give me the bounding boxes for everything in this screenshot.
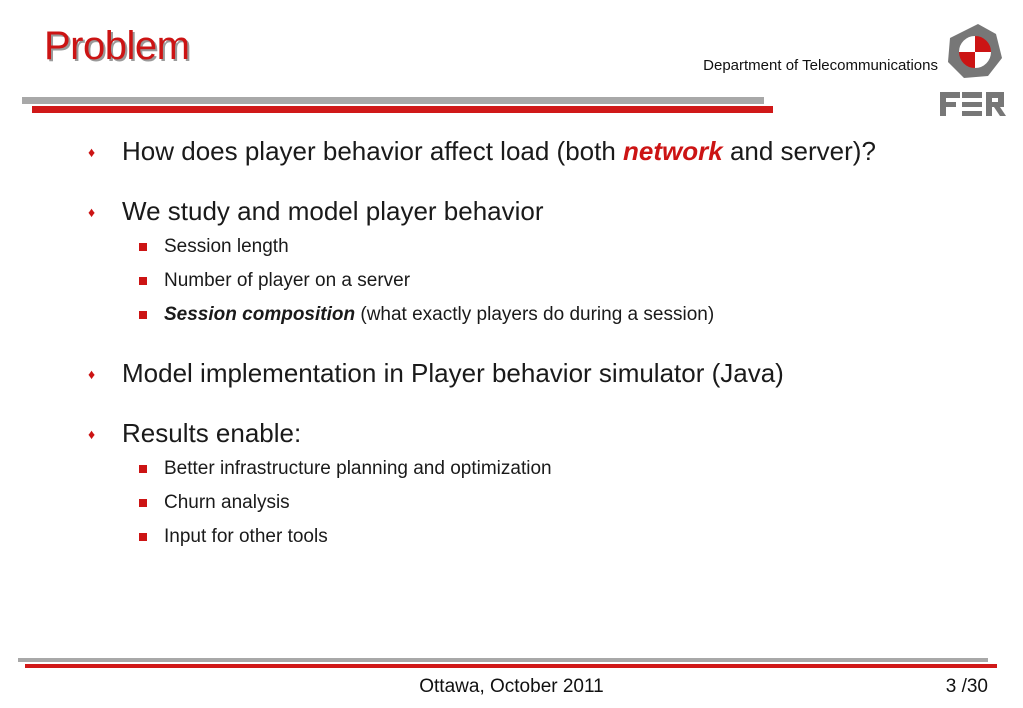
sub-bullet-item [86,452,946,486]
bullet-item [86,192,946,230]
slide-content [86,132,946,554]
diamond-bullet-icon: ♦ [88,426,96,442]
sub-bullet-text: Input for other tools [164,526,328,547]
square-bullet-icon [139,311,147,319]
bullet-emphasis: network [623,136,723,166]
diamond-bullet-icon: ♦ [88,366,96,382]
footer-location-date: Ottawa, October 2011 [419,676,604,697]
sub-bullet-item [86,486,946,520]
department-label: Department of Telecommunications [703,57,938,74]
diamond-bullet-icon: ♦ [88,204,96,220]
bullet-text: Results enable: [122,418,302,448]
sub-bullet-item [86,298,946,332]
bullet-item [86,414,946,452]
sub-bullet-item [86,230,946,264]
bullet-text: We study and model player behavior [122,196,544,226]
square-bullet-icon [139,533,147,541]
square-bullet-icon [139,499,147,507]
sub-bullet-emphasis: Session composition [164,304,356,325]
square-bullet-icon [139,465,147,473]
sub-bullet-text: Churn analysis [164,492,290,513]
footer-divider-red [25,664,997,668]
sub-bullet-item [86,264,946,298]
slide-title: Problem [44,24,190,68]
bullet-text: and server)? [722,136,876,166]
sub-bullet-text: (what exactly players do during a session) [355,304,715,325]
header-divider-red [32,106,773,113]
sub-bullet-text: Number of player on a server [164,270,411,291]
header-divider-gray [22,97,764,104]
fer-logo-icon [938,16,1010,126]
square-bullet-icon [139,277,147,285]
sub-bullet-text: Better infrastructure planning and optimization [164,458,552,479]
diamond-bullet-icon: ♦ [88,144,96,160]
sub-bullet-item [86,520,946,554]
footer-divider-gray [18,658,988,662]
page-number: 3 /30 [945,676,988,697]
bullet-item [86,354,946,392]
bullet-item [86,132,946,170]
bullet-text: How does player behavior affect load (both [122,136,624,166]
sub-bullet-text: Session length [164,236,289,257]
square-bullet-icon [139,243,147,251]
bullet-text: Model implementation in Player behavior simulator (Java) [122,358,784,388]
